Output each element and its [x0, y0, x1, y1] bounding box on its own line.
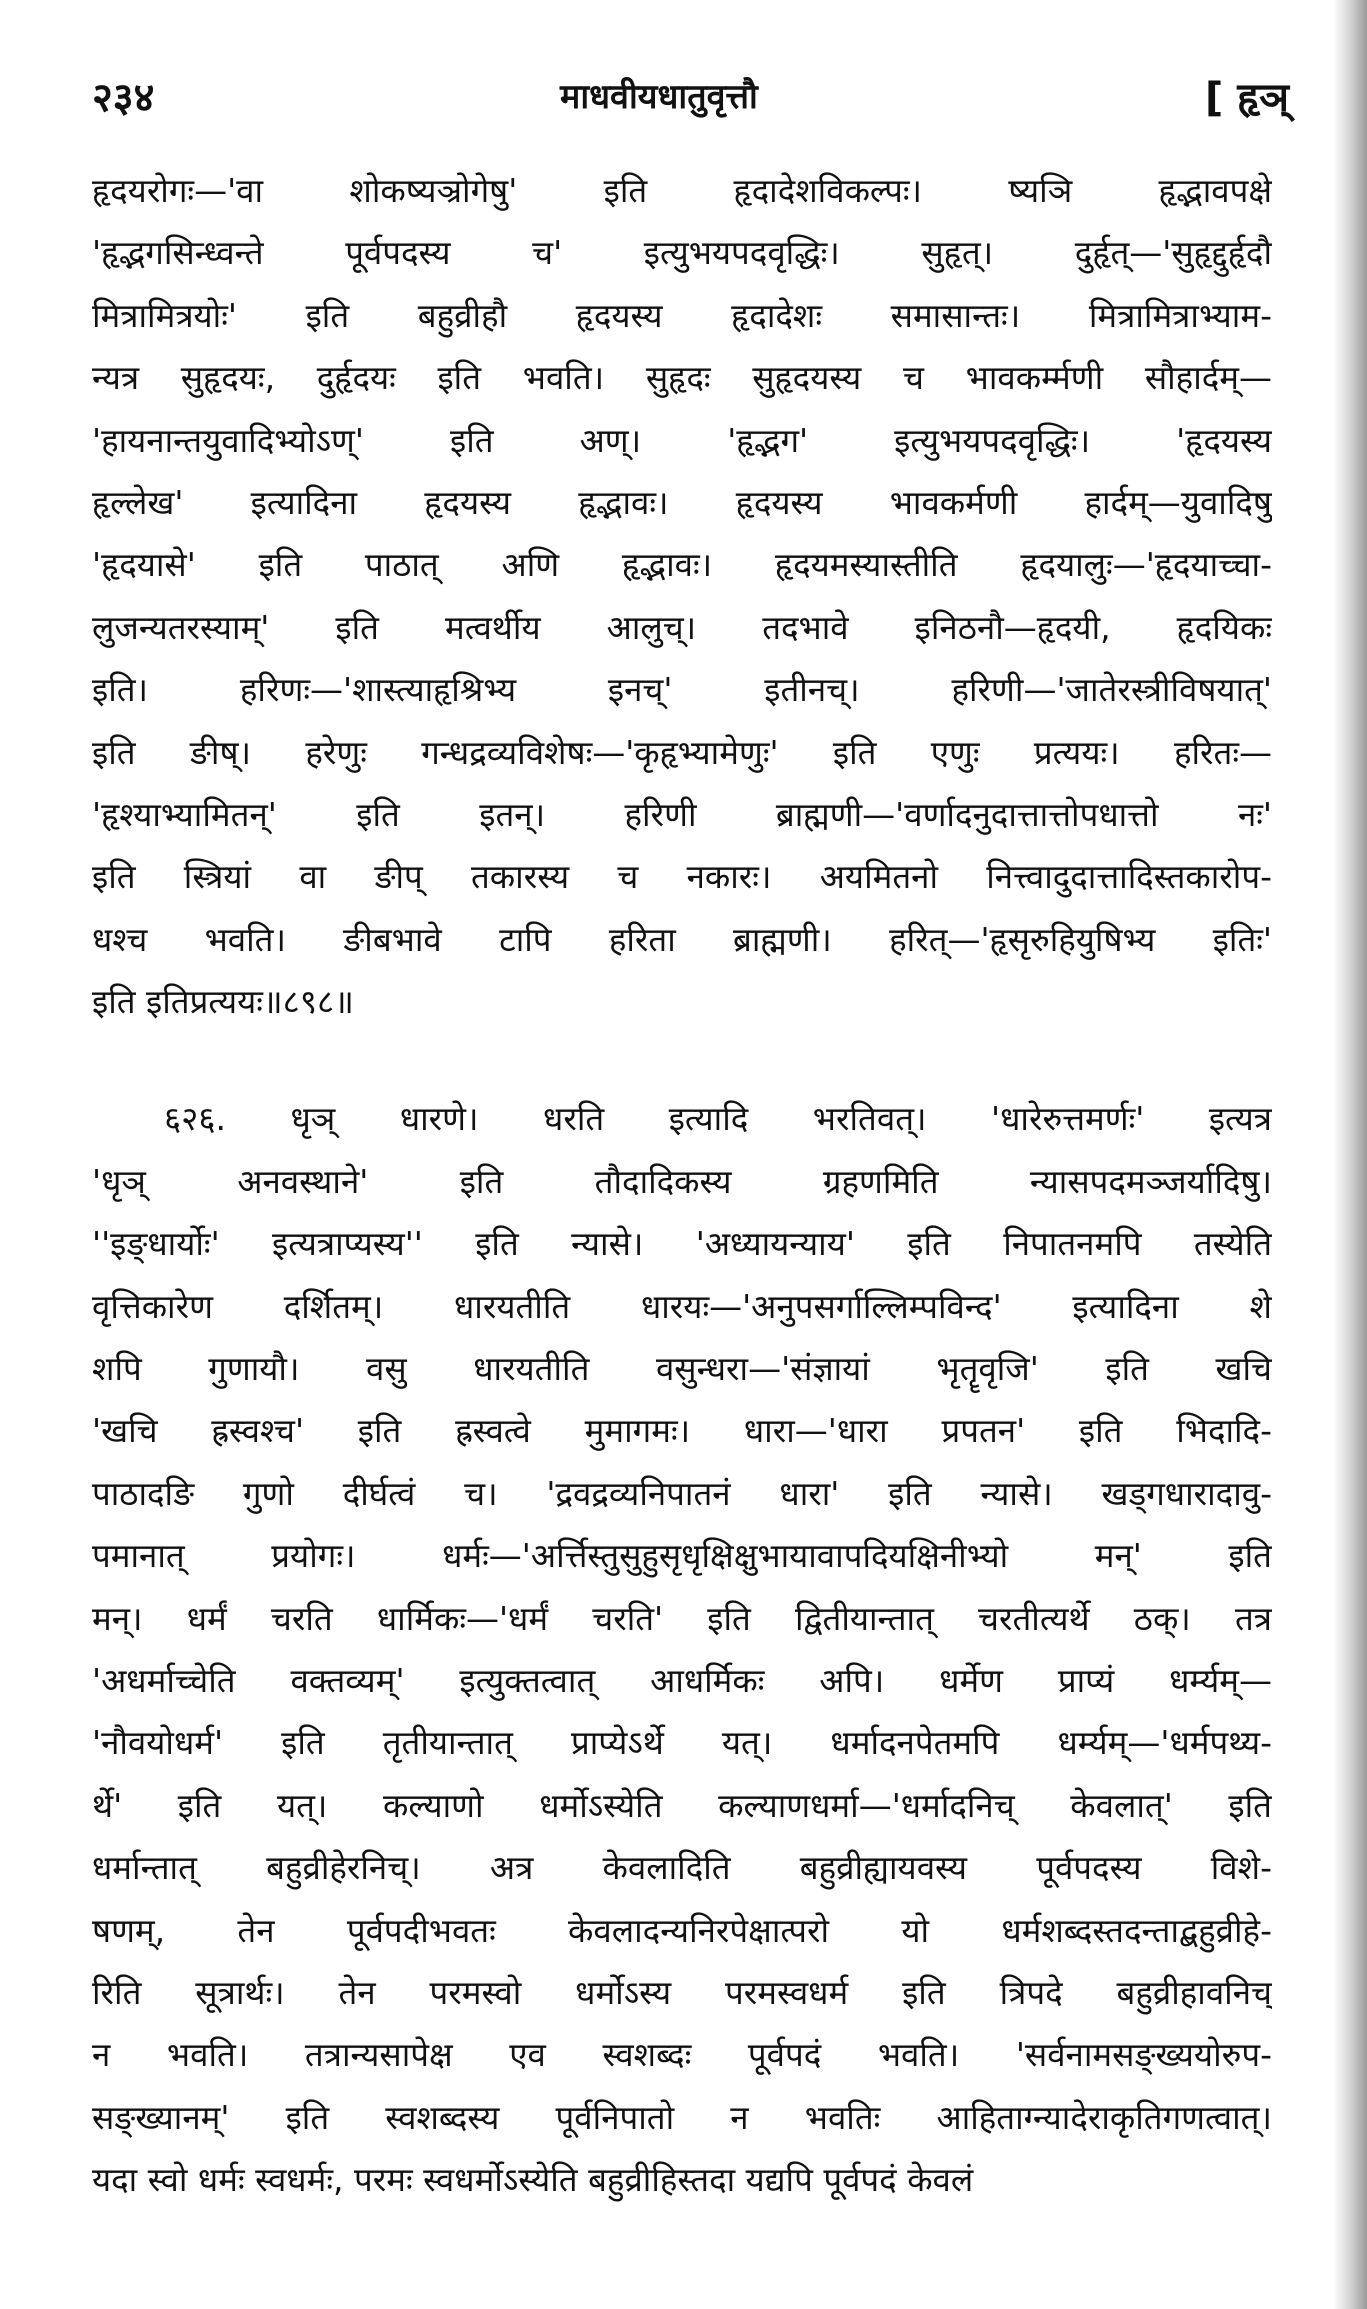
text-line: पाठादङि गुणो दीर्घत्वं च। 'द्रवद्रव्यनिपातनं धारा' इति न्यासे। खड्गधारादावु-: [92, 1473, 1272, 1513]
text-line: 'हृद्भगसिन्ध्वन्ते पूर्वपदस्य च' इत्युभयपदवृद्धिः। सुहृत्। दुर्हृत्—'सुहृद्दुर्हृदौ: [92, 233, 1272, 273]
text-line: हृदयरोगः—'वा शोकष्यञ्रोगेषु' इति हृदादेशविकल्पः। ष्यञि हृद्भावपक्षे: [92, 171, 1272, 210]
text-line: 'हृदयासे' इति पाठात् अणि हृद्भावः। हृदयमस्यास्तीति हृदयालुः—'हृदयाच्चा-: [92, 545, 1272, 585]
paragraph-gap: [92, 1033, 1272, 1088]
text-line: धर्मान्तात् बहुव्रीहेरनिच्। अत्र केवलादिति बहुव्रीह्यायवस्य पूर्वपदस्य विशे-: [92, 1848, 1272, 1888]
text-line: षणम्, तेन पूर्वपदीभवतः केवलादन्यनिरपेक्षात्परो यो धर्मशब्दस्तदन्ताद्बहुव्रीहे-: [92, 1910, 1272, 1950]
text-line: इति इतिप्रत्ययः॥८९८॥: [92, 982, 354, 1022]
text-line: 'धृञ् अनवस्थाने' इति तौदादिकस्य ग्रहणमिति न्यासपदमञ्जर्यादिषु।: [92, 1161, 1272, 1201]
text-line: 'नौवयोधर्म' इति तृतीयान्तात् प्राप्येऽर्थे यत्। धर्मादनपेतमपि धर्म्यम्—'धर्मपथ्य-: [92, 1723, 1272, 1763]
page-number: २३४: [92, 75, 155, 121]
text-line: र्थे' इति यत्। कल्याणो धर्मोऽस्येति कल्याणधर्मा—'धर्मादनिच् केवलात्' इति: [92, 1785, 1272, 1825]
page-header: [0, 68, 1367, 128]
text-line: ६२६. धृञ् धारणे। धरति इत्यादि भरतिवत्। 'धारेरुत्तमर्णः' इत्यत्र: [164, 1099, 1272, 1139]
page-edge-shadow: [1333, 0, 1367, 2309]
text-line: इति स्त्रियां वा ङीप् तकारस्य च नकारः। अयमितनो नित्त्वादुदात्तादिस्तकारोप-: [92, 857, 1272, 897]
text-line: मन्। धर्मं चरति धार्मिकः—'धर्मं चरति' इति द्वितीयान्तात् चरतीत्यर्थे ठक्। तत्र: [92, 1598, 1272, 1638]
text-line: 'हृश्याभ्यामितन्' इति इतन्। हरिणी ब्राह्मणी—'वर्णादनुदात्तात्तोपधात्तो नः': [92, 794, 1272, 834]
text-line: शपि गुणायौ। वसु धारयतीति वसुन्धरा—'संज्ञायां भृतॄवृजि' इति खचि: [92, 1349, 1272, 1389]
paragraph-dhrn-entry: [92, 1088, 1272, 2211]
text-line: सङ्ख्यानम्' इति स्वशब्दस्य पूर्वनिपातो न भवतिः आहिताग्न्यादेराकृतिगणत्वात्।: [92, 2097, 1272, 2137]
running-title: माधवीयधातुवृत्तौ: [560, 77, 758, 117]
text-line: 'हायनान्तयुवादिभ्योऽण्' इति अण्। 'हृद्भग' इत्युभयपदवृद्धिः। 'हृदयस्य: [92, 420, 1272, 460]
text-line: पमानात् प्रयोगः। धर्मः—'अर्त्तिस्तुसुहुसृधृक्षिक्षुभायावापदियक्षिनीभ्यो मन्' इति: [92, 1536, 1272, 1576]
text-line: मित्रामित्रयोः' इति बहुव्रीहौ हृदयस्य हृदादेशः समासान्तः। मित्रामित्राभ्याम-: [92, 295, 1272, 335]
text-line: यदा स्वो धर्मः स्वधर्मः, परमः स्वधर्मोऽस्येति बहुव्रीहिस्तदा यद्यपि पूर्वपदं केवलं: [92, 2160, 974, 2200]
text-line: लुजन्यतरस्याम्' इति मत्वर्थीय आलुच्। तदभावे इनिठनौ—हृदयी, हृदयिकः: [92, 607, 1272, 647]
text-line: रिति सूत्रार्थः। तेन परमस्वो धर्मोऽस्य परमस्वधर्म इति त्रिपदे बहुव्रीहावनिच्: [92, 1972, 1272, 2012]
body-text: [92, 160, 1272, 2212]
text-line: न भवति। तत्रान्यसापेक्ष एव स्वशब्दः पूर्वपदं भवति। 'सर्वनामसङ्ख्ययोरुप-: [92, 2035, 1272, 2075]
text-line: धश्च भवति। ङीबभावे टापि हरिता ब्राह्मणी। हरित्—'हृसृरुहियुषिभ्य इतिः': [92, 919, 1272, 959]
entry-marker: [ हृञ्: [1205, 75, 1289, 121]
text-line: 'खचि ह्रस्वश्च' इति ह्रस्वत्वे मुमागमः। धारा—'धारा प्रपतन' इति भिदादि-: [92, 1411, 1272, 1451]
text-line: न्यत्र सुहृदयः, दुर्हृदयः इति भवति। सुहृदः सुहृदयस्य च भावकर्म्मणी सौहार्दम्—: [92, 358, 1272, 398]
text-line: इति ङीष्। हरेणुः गन्धद्रव्यविशेषः—'कृहृभ्यामेणुः' इति एणुः प्रत्ययः। हरितः—: [92, 732, 1272, 772]
text-line: ''इङ्धार्योः' इत्यत्राप्यस्य'' इति न्यासे। 'अध्यायन्याय' इति निपातनमपि तस्येति: [92, 1224, 1272, 1264]
paragraph-hrn-commentary: [92, 160, 1272, 1033]
text-line: इति। हरिणः—'शास्त्याहृश्रिभ्य इनच्' इतीनच्। हरिणी—'जातेरस्त्रीविषयात्': [92, 670, 1272, 710]
text-line: हृल्लेख' इत्यादिना हृदयस्य हृद्भावः। हृदयस्य भावकर्मणी हार्दम्—युवादिषु: [92, 482, 1272, 522]
text-line: 'अधर्माच्चेति वक्तव्यम्' इत्युक्तत्वात् आधर्मिकः अपि। धर्मेण प्राप्यं धर्म्यम्—: [92, 1660, 1272, 1700]
text-line: वृत्तिकारेण दर्शितम्। धारयतीति धारयः—'अनुपसर्गाल्लिम्पविन्द' इत्यादिना शे: [92, 1286, 1272, 1326]
